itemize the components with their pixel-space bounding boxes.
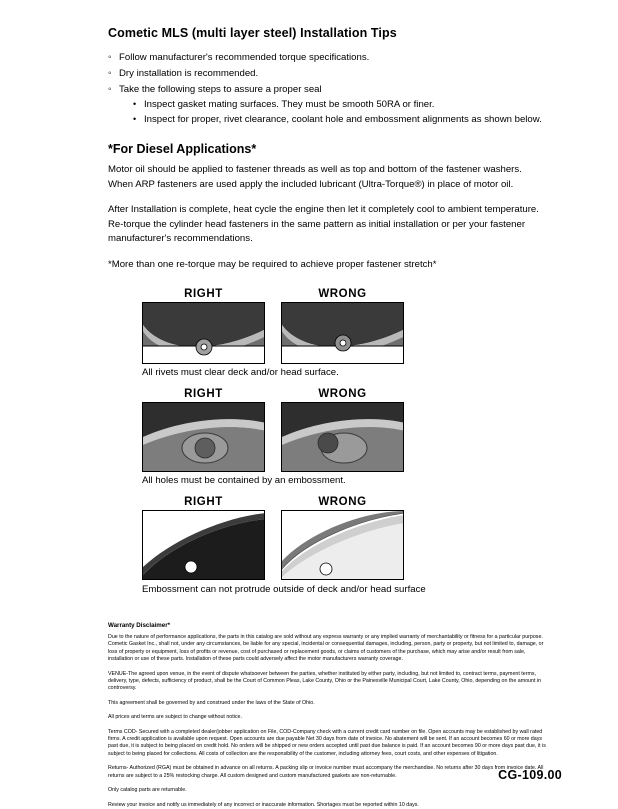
figure-label-wrong: WRONG <box>318 496 367 508</box>
list-item-text: Take the following steps to assure a proper seal <box>119 84 322 95</box>
figure-caption-1: All rivets must clear deck and/or head surface. <box>142 367 339 378</box>
list-item <box>108 66 584 81</box>
installation-tips-list <box>34 50 584 127</box>
list-item-text: Inspect gasket mating surfaces. They must be smooth 50RA or finer. <box>144 99 435 110</box>
hole-wrong-illustration <box>282 403 404 472</box>
figure-caption-2: All holes must be contained by an embossment. <box>142 475 346 486</box>
figure-image-hole-wrong <box>281 402 404 472</box>
figure-protrusion-wrong <box>281 496 404 580</box>
figure-image-protrusion-right <box>142 510 265 580</box>
figure-image-rivet-wrong <box>281 302 404 364</box>
protrusion-right-illustration <box>143 511 265 580</box>
list-item <box>108 82 584 127</box>
hole-right-illustration <box>143 403 265 472</box>
diesel-paragraph-2: After Installation is complete, heat cycle the engine then let it completely cool to ambient temperature. Re-torque the cylinder head fasteners in the same pattern as initial installation or per your fastener manufacturer's recommendations. <box>108 204 539 244</box>
warranty-paragraph-3: This agreement shall be governed by and construed under the laws of the State of Ohio. <box>108 699 315 706</box>
document-number: CG-109.00 <box>498 768 562 782</box>
figure-label-right: RIGHT <box>184 388 223 400</box>
figure-row-holes <box>142 388 584 486</box>
list-item-text: Follow manufacturer's recommended torque specifications. <box>119 52 370 63</box>
warranty-paragraph-4: All prices and terms are subject to change without notice. <box>108 714 242 721</box>
diesel-section-heading: *For Diesel Applications* <box>108 142 257 156</box>
list-item <box>108 50 584 65</box>
figures-area <box>34 288 584 596</box>
diesel-paragraph-3: *More than one re-torque may be required to achieve proper fastener stretch* <box>108 258 437 270</box>
figure-row-protrusion <box>142 496 584 596</box>
figure-label-right: RIGHT <box>184 496 223 508</box>
warranty-paragraph-1: Due to the nature of performance applications, the parts in this catalog are sold without any express warranty or any implied warranty of merchantability or fitness for a particular purpose. Cometic Gasket Inc., shall not, under any circumstances, be liable for any special, incidental or consequential damages, including, person, party or property, but not limited to, damage, or loss of property or equipment, loss of profits or revenue, cost of purchased or replacement goods, or claims of customers of the purchase, which may arise and/or result from sale, installation or use of these parts. Installation of these parts could adversely affect the motor manufacturers warranty coverage. <box>108 634 544 663</box>
warranty-paragraph-7: Only catalog parts are returnable. <box>108 787 187 794</box>
warranty-paragraph-8: Review your invoice and notify us immediately of any incorrect or inaccurate information. Shortages must be reported within 10 days. <box>108 801 419 808</box>
warranty-heading: Warranty Disclaimer* <box>108 622 171 629</box>
figure-row-rivets <box>142 288 584 378</box>
rivet-wrong-illustration <box>282 303 404 364</box>
figure-label-wrong: WRONG <box>318 388 367 400</box>
figure-hole-right <box>142 388 265 472</box>
figure-label-wrong: WRONG <box>318 288 367 300</box>
list-item-text: Dry installation is recommended. <box>119 68 259 79</box>
figure-rivet-wrong <box>281 288 404 364</box>
figure-label-right: RIGHT <box>184 288 223 300</box>
page-title: Cometic MLS (multi layer steel) Installation Tips <box>108 26 397 40</box>
warranty-paragraph-5: Terms COD- Secured with a completed dealer/jobber application on File, COD-Company check with a current credit card number on file. Open accounts may be established by wall rated firms. A credit application is available upon request. Open accounts are due payable Net 30 days from date of invoice. No abatement will be sent. If an account becomes 60 or more days past due, it is subject to being placed on credit hold. No orders will be shipped or new orders accepted until past due balance is paid. If an account becomes 90 or more days past due, it is subject to being placed for collections. All costs of collection are the responsibility of the customer, including attorney fees, court costs, and other expenses of litigation. <box>108 728 546 757</box>
figure-image-protrusion-wrong <box>281 510 404 580</box>
warranty-paragraph-2: VENUE-The agreed upon venue, in the event of dispute whatsoever between the parties, whether instituted by either party, including, but not limited to, contract terms, payment terms, delivery, type, defects, sufficiency of product, shall be the Court of Common Pleas, Lake County, Ohio or the Painesville Municipal Court, Lake County, Ohio, depending on the amount in controversy. <box>108 670 542 692</box>
sub-list <box>119 97 584 127</box>
figure-hole-wrong <box>281 388 404 472</box>
list-item <box>133 97 584 112</box>
diesel-paragraph-1: Motor oil should be applied to fastener threads as well as top and bottom of the fastener washers. When ARP fasteners are used apply the included lubricant (Ultra-Torque®) in place of motor oil. <box>108 164 522 190</box>
list-item-text: Inspect for proper, rivet clearance, coolant hole and embossment alignments as shown below. <box>144 114 542 125</box>
figure-caption-3: Embossment can not protrude outside of deck and/or head surface <box>142 584 426 595</box>
protrusion-wrong-illustration <box>282 511 404 580</box>
figure-image-hole-right <box>142 402 265 472</box>
warranty-paragraph-6: Returns- Authorized (RGA) must be obtained in advance on all returns. A packing slip or invoice number must accompany the merchandise. No returns after 30 days from invoice date. All returns are subject to a 25% restocking charge. All custom designed and custom manufactured gaskets are non-returnable. <box>108 765 544 779</box>
figure-rivet-right <box>142 288 265 364</box>
rivet-right-illustration <box>143 303 265 364</box>
figure-image-rivet-right <box>142 302 265 364</box>
list-item <box>133 112 584 127</box>
figure-protrusion-right <box>142 496 265 580</box>
